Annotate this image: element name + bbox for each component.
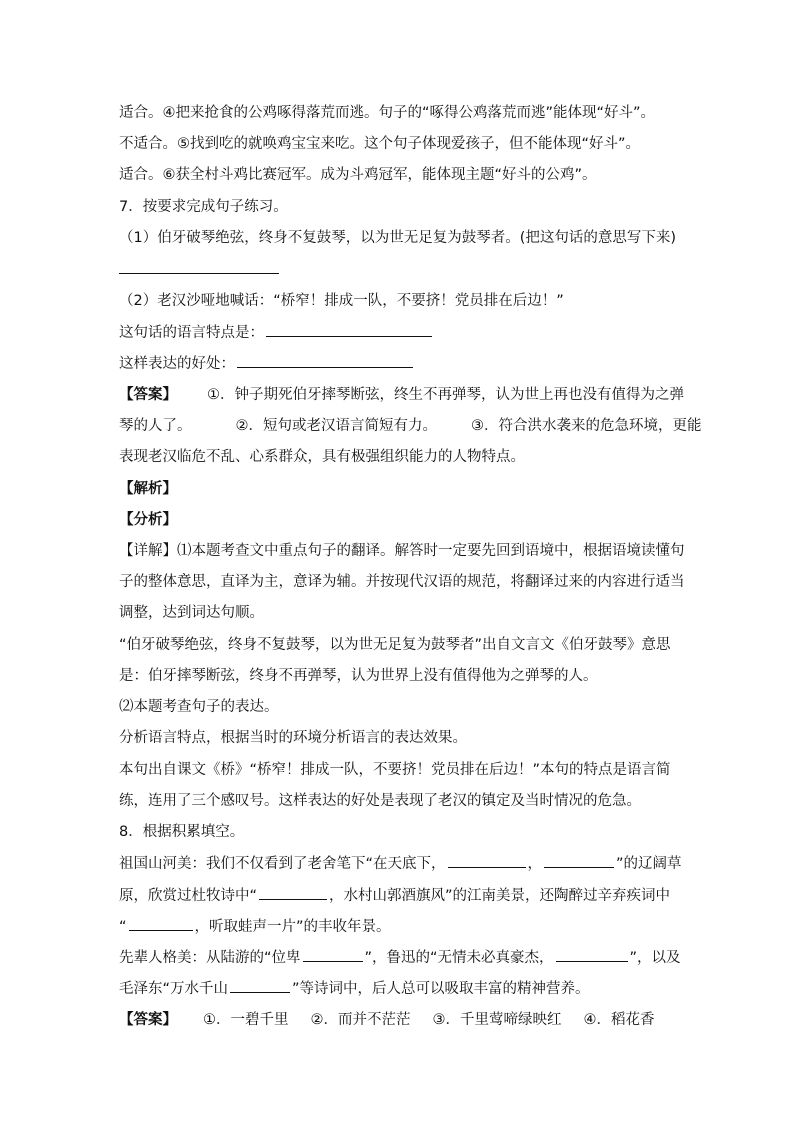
- answer-text: ①．钟子期死伯牙摔琴断弦，终生不再弹琴，认为世上再也没有值得为之弹: [207, 387, 684, 403]
- explanation-line: 是：伯牙摔琴断弦，终身不再弹琴，认为世界上没有值得他为之弹琴的人。: [119, 668, 598, 684]
- question-line: [119, 853, 682, 873]
- answer-tag: 【答案】: [119, 1012, 177, 1028]
- text: 祖国山河美：我们不仅看到了老舍笔下“在天底下，: [119, 856, 446, 872]
- blank: [259, 885, 327, 900]
- explanation-line: 本句出自课文《桥》“桥窄！排成一队，不要挤！党员排在后边！”本句的特点是语言简: [119, 762, 671, 778]
- blank: [129, 916, 193, 931]
- text: ，水村山郭酒旗风”的江南美景，还陶醉过辛弃疾词中: [329, 888, 671, 904]
- blank: [556, 947, 628, 962]
- answer-line: [119, 1010, 679, 1030]
- question-7-part-2: （2）老汉沙哑地喊话：“桥窄！排成一队，不要挤！党员排在后边！”: [119, 293, 564, 309]
- text: 毛泽东“万水千山: [119, 981, 229, 997]
- explanation-line: 调整，达到词达句顺。: [119, 605, 264, 621]
- answer-item: ③．千里莺啼绿映红: [432, 1012, 562, 1028]
- question-line: [119, 353, 679, 373]
- blank: [237, 353, 413, 368]
- answer-blank-line: [119, 259, 679, 279]
- answer-item: ②．而并不茫茫: [310, 1012, 411, 1028]
- question-8-heading: 8．根据积累填空。: [119, 824, 245, 840]
- answer-line: 表现老汉临危不乱、心系群众，具有极强组织能力的人物特点。: [119, 449, 525, 465]
- question-line: [119, 916, 679, 936]
- text: ”，鲁迅的“无情未必真豪杰，: [364, 950, 554, 966]
- answer-line: [119, 385, 684, 405]
- answer-item: ④．稻花香: [583, 1012, 655, 1028]
- text: 原，欣赏过杜牧诗中“: [119, 888, 258, 904]
- question-line: [119, 978, 679, 998]
- blank: [544, 853, 614, 868]
- text-line: 不适合。⑤找到吃的就唤鸡宝宝来吃。这个句子体现爱孩子，但不能体现“好斗”。: [119, 136, 641, 152]
- explanation-line: 分析语言特点，根据当时的环境分析语言的表达效果。: [119, 730, 467, 746]
- explanation-line: 子的整体意思，直译为主，意译为辅。并按现代汉语的规范，将翻译过来的内容进行适当: [119, 574, 685, 590]
- text: ”等诗词中，后人总可以吸取丰富的精神营养。: [292, 981, 590, 997]
- blank: [303, 947, 363, 962]
- blank: [119, 259, 279, 274]
- prompt-text: 这样表达的好处：: [119, 356, 235, 372]
- answer-text: ③．符合洪水袭来的危急环境，更能: [471, 418, 702, 434]
- text-line: 适合。④把来抢食的公鸡啄得落荒而逃。句子的“啄得公鸡落荒而逃”能体现“好斗”。: [119, 105, 656, 121]
- blank: [266, 322, 432, 337]
- question-line: [119, 885, 679, 905]
- answer-tag: 【答案】: [119, 387, 177, 403]
- explanation-line: “伯牙破琴绝弦，终身不复鼓琴，以为世无足复为鼓琴者”出自文言文《伯牙鼓琴》意思: [119, 637, 671, 653]
- text: ，: [527, 856, 543, 872]
- text: ，听取蛙声一片”的丰收年景。: [194, 919, 391, 935]
- analysis-subtag: 【分析】: [119, 512, 177, 528]
- answer-text: 琴的人了。: [119, 418, 192, 434]
- text-line: 适合。⑥获全村斗鸡比赛冠军。成为斗鸡冠军，能体现主题“好斗的公鸡”。: [119, 167, 597, 183]
- question-7-heading: 7．按要求完成句子练习。: [119, 199, 288, 215]
- blank: [448, 853, 526, 868]
- explanation-line: 练，连用了三个感叹号。这样表达的好处是表现了老汉的镇定及当时情况的危急。: [119, 793, 641, 809]
- prompt-text: 这句话的语言特点是：: [119, 325, 264, 341]
- text: ”的辽阔草: [616, 856, 682, 872]
- explanation-line: ⑵本题考查句子的表达。: [119, 699, 279, 715]
- analysis-tag: 【解析】: [119, 481, 177, 497]
- blank: [230, 978, 290, 993]
- text: ”，以及: [629, 950, 681, 966]
- text: “: [119, 919, 127, 935]
- question-line: [119, 947, 679, 967]
- answer-line: [119, 416, 702, 436]
- answer-text: ②．短句或老汉语言简短有力。: [235, 418, 437, 434]
- explanation-line: 【详解】⑴本题考查文中重点句子的翻译。解答时一定要先回到语境中，根据语境读懂句: [119, 543, 685, 559]
- answer-item: ①．一碧千里: [203, 1012, 289, 1028]
- text: 先辈人格美：从陆游的“位卑: [119, 950, 301, 966]
- question-line: [119, 322, 679, 342]
- question-7-part-1: （1）伯牙破琴绝弦，终身不复鼓琴，以为世无足复为鼓琴者。(把这句话的意思写下来): [119, 230, 677, 246]
